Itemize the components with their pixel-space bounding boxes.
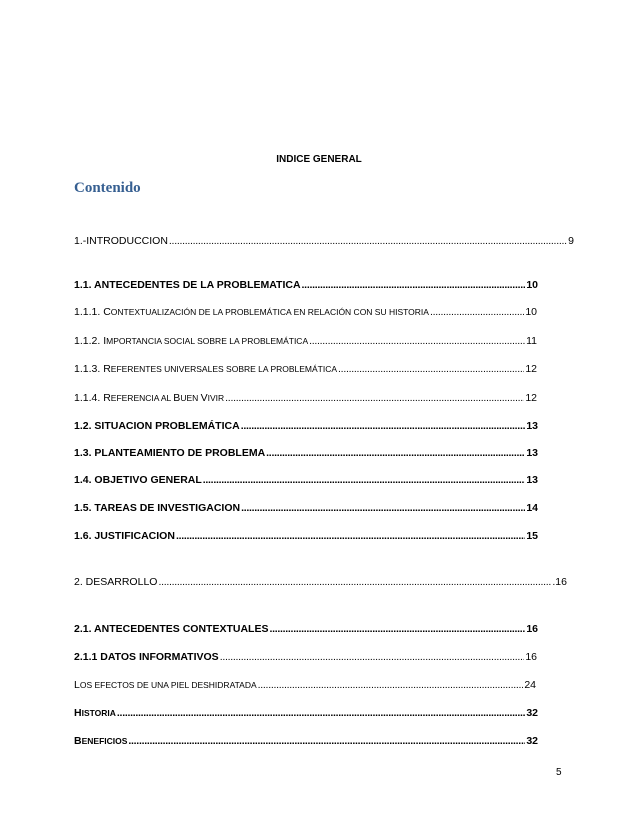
toc-entry-page: 24 (524, 679, 536, 691)
toc-leader-dots (266, 446, 525, 460)
toc-entry-label: 1.-INTRODUCCION (74, 235, 168, 247)
toc-entry-planteamiento-problema[interactable] (74, 446, 538, 460)
page-number: 5 (556, 767, 562, 778)
toc-entry-justificacion[interactable] (74, 529, 538, 543)
toc-entry-label: HISTORIA (74, 707, 116, 719)
toc-leader-dots (338, 362, 524, 376)
toc-leader-dots (241, 419, 526, 433)
toc-entry-page: 10 (526, 279, 538, 291)
toc-entry-label: 1.4. OBJETIVO GENERAL (74, 474, 202, 486)
toc-entry-situacion-problematica[interactable] (74, 419, 538, 433)
toc-entry-label: 1.1.2. IMPORTANCIA SOCIAL SOBRE LA PROBLEMÁTICA (74, 335, 309, 347)
toc-entry-page: 12 (525, 392, 537, 404)
toc-entry-page: .16 (552, 576, 567, 588)
toc-leader-dots (158, 575, 551, 589)
toc-entry-page: 15 (526, 530, 538, 542)
contents-title: Contenido (74, 180, 141, 196)
toc-entry-label: 1.1. ANTECEDENTES DE LA PROBLEMATICA (74, 279, 301, 291)
toc-entry-desarrollo[interactable] (74, 575, 567, 589)
toc-entry-label: LOS EFECTOS DE UNA PIEL DESHIDRATADA (74, 679, 257, 691)
toc-entry-page: 32 (526, 707, 538, 719)
toc-entry-label: 1.6. JUSTIFICACION (74, 530, 175, 542)
toc-entry-label: 1.1.1. CONTEXTUALIZACIÓN DE LA PROBLEMÁTICA EN RELACIÓN CON SU HISTORIA (74, 306, 429, 318)
toc-entry-label: 2. DESARROLLO (74, 576, 158, 588)
toc-leader-dots (269, 622, 525, 636)
toc-entry-page: 14 (526, 502, 538, 514)
toc-entry-page: 13 (526, 447, 538, 459)
toc-leader-dots (169, 234, 567, 248)
toc-entry-page: 16 (526, 623, 538, 635)
toc-entry-page: 9 (568, 235, 574, 247)
toc-entry-efectos-piel[interactable] (74, 678, 536, 692)
toc-entry-label: 1.1.3. REFERENTES UNIVERSALES SOBRE LA PROBLEMÁTICA (74, 363, 338, 375)
toc-entry-page: 32 (526, 735, 538, 747)
toc-entry-historia[interactable] (74, 706, 538, 720)
toc-leader-dots (309, 334, 525, 348)
toc-entry-page: 11 (526, 335, 537, 347)
toc-leader-dots (117, 706, 525, 720)
toc-leader-dots (220, 650, 525, 664)
toc-leader-dots (128, 734, 525, 748)
toc-entry-label: 1.3. PLANTEAMIENTO DE PROBLEMA (74, 447, 266, 459)
toc-entry-label: 2.1. ANTECEDENTES CONTEXTUALES (74, 623, 269, 635)
toc-entry-datos-informativos[interactable] (74, 650, 537, 664)
toc-leader-dots (225, 391, 524, 405)
toc-entry-page: 16 (525, 651, 537, 663)
toc-entry-referencia-buen-vivir[interactable] (74, 391, 537, 405)
toc-entry-referentes-universales[interactable] (74, 362, 537, 376)
toc-entry-page: 13 (526, 474, 538, 486)
toc-entry-antecedentes-problematica[interactable] (74, 278, 538, 292)
toc-leader-dots (176, 529, 525, 543)
toc-entry-contextualizacion[interactable] (74, 305, 537, 319)
toc-entry-page: 12 (525, 363, 537, 375)
toc-entry-introduccion[interactable] (74, 234, 574, 248)
toc-leader-dots (241, 501, 525, 515)
index-heading: INDICE GENERAL (276, 154, 362, 165)
toc-entry-beneficios[interactable] (74, 734, 538, 748)
toc-entry-objetivo-general[interactable] (74, 473, 538, 487)
toc-entry-antecedentes-contextuales[interactable] (74, 622, 538, 636)
toc-leader-dots (430, 305, 524, 319)
toc-entry-label: 2.1.1 DATOS INFORMATIVOS (74, 651, 219, 663)
toc-leader-dots (302, 278, 526, 292)
toc-leader-dots (258, 678, 524, 692)
toc-entry-page: 10 (525, 306, 537, 318)
toc-leader-dots (203, 473, 526, 487)
toc-entry-label: 1.2. SITUACION PROBLEMÁTICA (74, 420, 240, 432)
toc-entry-label: BENEFICIOS (74, 735, 128, 747)
toc-entry-page: 13 (526, 420, 538, 432)
toc-entry-importancia-social[interactable] (74, 334, 537, 348)
toc-entry-label: 1.5. TAREAS DE INVESTIGACION (74, 502, 241, 514)
toc-entry-tareas-investigacion[interactable] (74, 501, 538, 515)
toc-entry-label: 1.1.4. REFERENCIA AL BUEN VIVIR (74, 392, 225, 404)
